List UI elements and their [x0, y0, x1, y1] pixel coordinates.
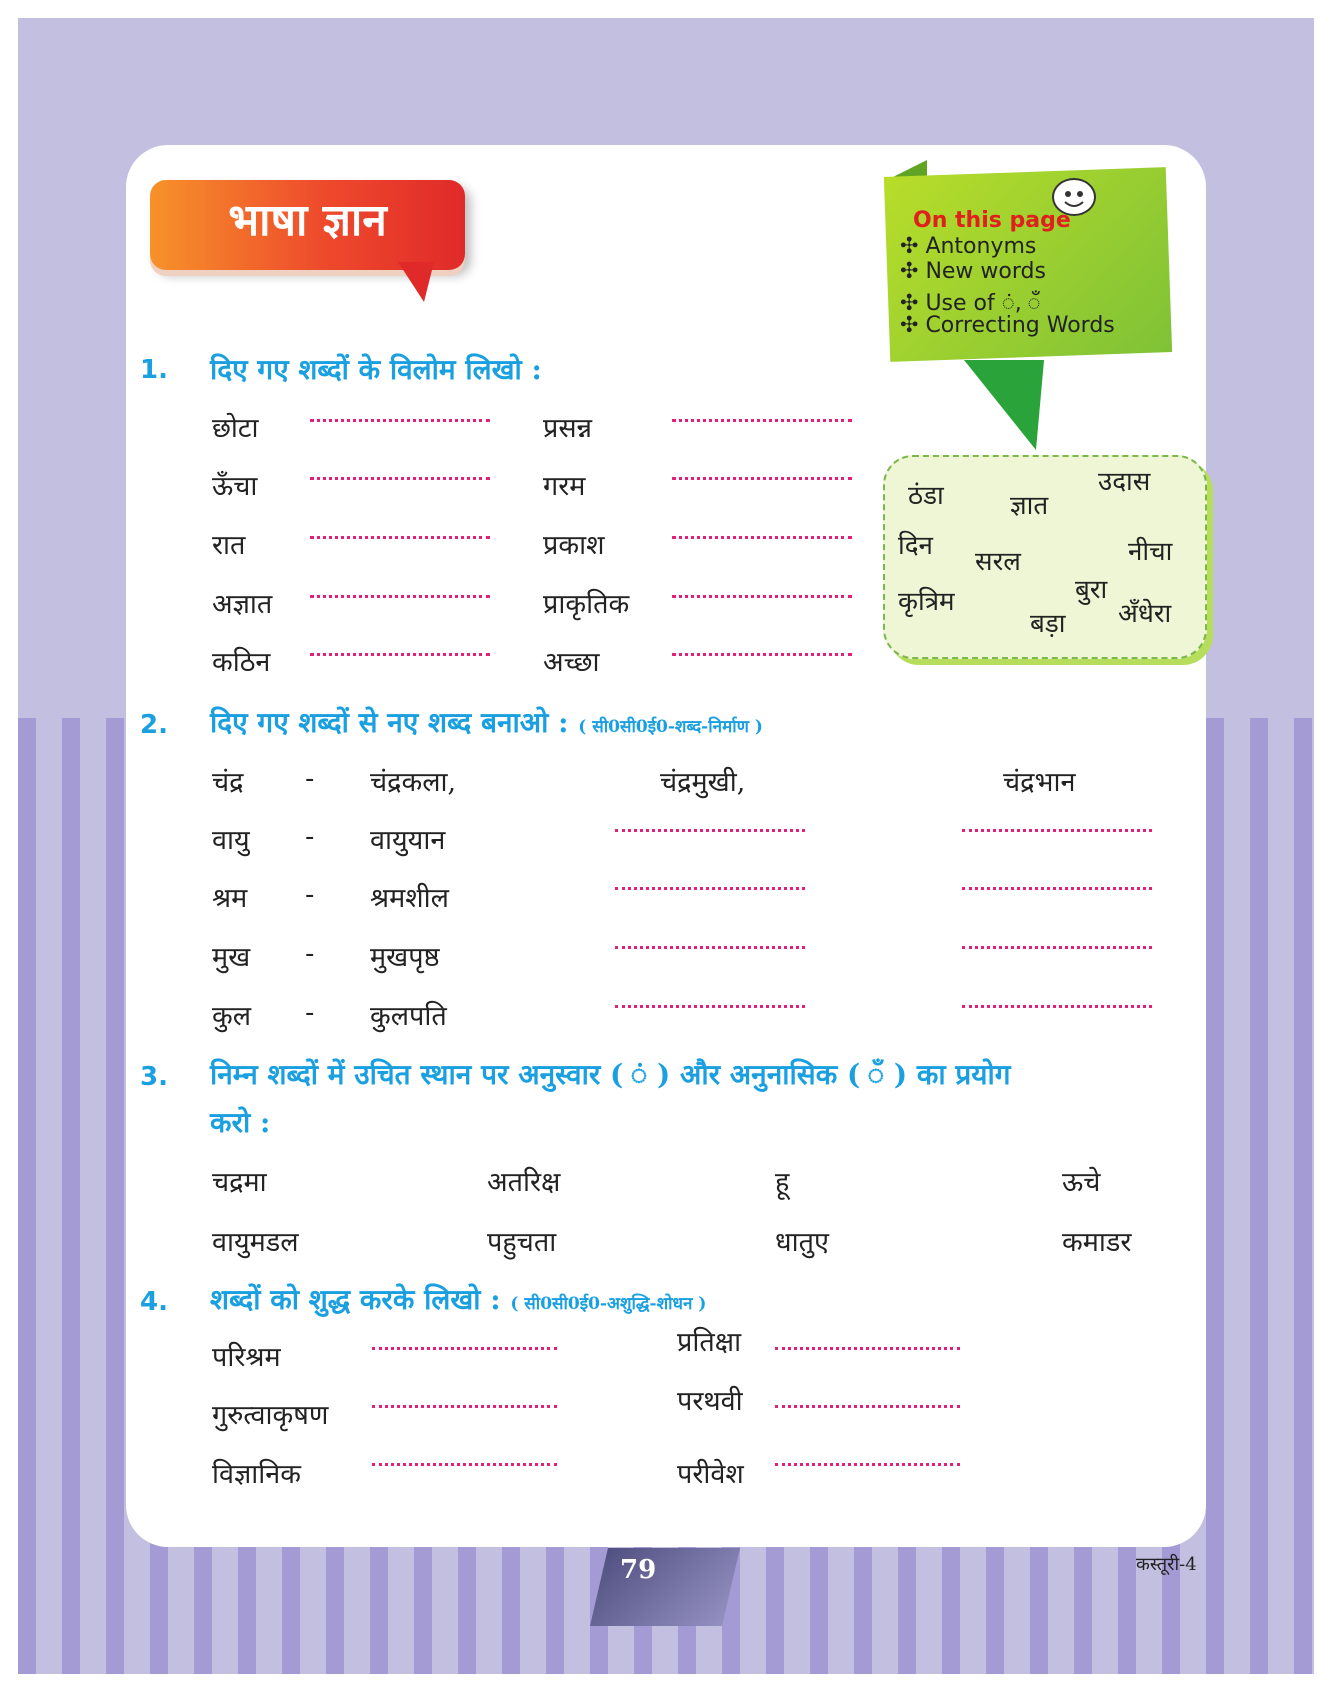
antonym-word: ऊँचा — [212, 471, 258, 502]
incorrect-word: परीवेश — [677, 1459, 744, 1490]
note-item-label: Antonyms — [925, 234, 1037, 259]
dash: - — [305, 998, 315, 1028]
curriculum-note: ( सी0सी0ई0-अशुद्धि-शोधन ) — [510, 1294, 707, 1314]
answer-blank[interactable] — [372, 1344, 557, 1350]
answer-blank[interactable] — [310, 650, 490, 656]
nasal-word: पहुचता — [487, 1227, 557, 1258]
answer-blank[interactable] — [672, 474, 852, 480]
question-text-continued: करो : — [210, 1106, 271, 1139]
answer-blank[interactable] — [372, 1402, 557, 1408]
answer-blank[interactable] — [310, 592, 490, 598]
nasal-word: चद्रमा — [212, 1167, 267, 1198]
question-text: निम्न शब्दों में उचित स्थान पर अनुस्वार ( ं ) और अनुनासिक ( ँ ) का प्रयोग — [210, 1058, 1011, 1091]
note-item: ✣ New words — [900, 259, 1046, 284]
answer-blank[interactable] — [615, 826, 805, 832]
answer-blank[interactable] — [615, 943, 805, 949]
antonym-word: प्राकृतिक — [543, 589, 630, 620]
new-word: श्रमशील — [370, 883, 449, 914]
cloud-word: अँधेरा — [1118, 599, 1172, 629]
page-title: भाषा ज्ञान — [228, 195, 387, 246]
note-item-label: Correcting Words — [925, 313, 1115, 338]
answer-blank[interactable] — [672, 650, 852, 656]
answer-blank[interactable] — [372, 1460, 557, 1466]
cloud-word: ज्ञात — [1010, 491, 1049, 521]
new-word: चंद्रभान — [1003, 767, 1076, 798]
answer-blank[interactable] — [775, 1344, 960, 1350]
note-item-label: New words — [925, 259, 1046, 284]
dash: - — [305, 822, 315, 852]
question-number: 4. — [140, 1287, 168, 1317]
answer-blank[interactable] — [775, 1402, 960, 1408]
answer-blank[interactable] — [775, 1460, 960, 1466]
nasal-word: धातुए — [775, 1227, 829, 1258]
curriculum-note: ( सी0सी0ई0-शब्द-निर्माण ) — [578, 717, 763, 737]
dash: - — [305, 939, 315, 969]
antonym-word: रात — [212, 530, 246, 561]
cloud-word: बुरा — [1075, 575, 1108, 605]
answer-blank[interactable] — [672, 533, 852, 539]
antonym-word: कठिन — [212, 647, 271, 678]
question-text-label: दिए गए शब्दों से नए शब्द बनाओ : — [210, 706, 569, 739]
new-word: चंद्रकला, — [370, 767, 457, 798]
base-word: कुल — [212, 1001, 252, 1032]
incorrect-word: गुरुत्वाकृषण — [212, 1400, 329, 1431]
question-number: 2. — [140, 710, 168, 740]
base-word: वायु — [212, 825, 250, 856]
incorrect-word: परथवी — [677, 1386, 743, 1417]
title-banner-tail — [398, 262, 434, 302]
question-number: 1. — [140, 355, 168, 385]
note-heading: On this page — [913, 208, 1071, 233]
answer-blank[interactable] — [962, 1002, 1152, 1008]
new-word: मुखपृष्ठ — [370, 942, 440, 973]
note-item: ✣ Use of ं, ँ — [900, 291, 1041, 316]
new-word: कुलपति — [370, 1001, 447, 1032]
incorrect-word: विज्ञानिक — [212, 1459, 302, 1490]
cloud-word: उदास — [1098, 467, 1151, 497]
nasal-word: ऊचे — [1062, 1167, 1101, 1198]
cloud-word: ठंडा — [908, 481, 944, 511]
question-number: 3. — [140, 1062, 168, 1092]
antonym-word: अच्छा — [543, 647, 600, 678]
question-text-label: शब्दों को शुद्ध करके लिखो : — [210, 1283, 501, 1316]
answer-blank[interactable] — [310, 474, 490, 480]
page-number: 79 — [620, 1555, 657, 1585]
question-text: दिए गए शब्दों के विलोम लिखो : — [210, 353, 542, 386]
incorrect-word: प्रतिक्षा — [677, 1327, 742, 1358]
nasal-word: हू — [775, 1167, 790, 1198]
answer-blank[interactable] — [672, 592, 852, 598]
cloud-word: बड़ा — [1030, 609, 1066, 639]
answer-blank[interactable] — [310, 533, 490, 539]
answer-blank[interactable] — [615, 884, 805, 890]
antonym-word: छोटा — [212, 413, 259, 444]
antonym-word: गरम — [543, 471, 586, 502]
base-word: मुख — [212, 942, 251, 973]
base-word: चंद्र — [212, 767, 244, 798]
new-word: वायुयान — [370, 825, 446, 856]
incorrect-word: परिश्रम — [212, 1342, 281, 1373]
question-text — [210, 1280, 706, 1318]
antonym-word: अज्ञात — [212, 589, 273, 620]
answer-blank[interactable] — [962, 884, 1152, 890]
new-word: चंद्रमुखी, — [660, 767, 746, 798]
answer-blank[interactable] — [962, 943, 1152, 949]
note-item-label: Use of ं, ँ — [925, 291, 1041, 316]
book-name: कस्तूरी-4 — [1136, 1554, 1197, 1575]
dash: - — [305, 880, 315, 910]
answer-blank[interactable] — [962, 826, 1152, 832]
note-item: ✣ Antonyms — [900, 234, 1037, 259]
nasal-word: अतरिक्ष — [487, 1167, 561, 1198]
answer-blank[interactable] — [672, 416, 852, 422]
cloud-word: सरल — [975, 547, 1021, 577]
answer-blank[interactable] — [310, 416, 490, 422]
cloud-word: कृत्रिम — [898, 587, 955, 617]
antonym-word: प्रसन्न — [543, 413, 593, 444]
question-text — [210, 703, 763, 741]
nasal-word: वायुमडल — [212, 1227, 299, 1258]
note-item: ✣ Correcting Words — [900, 313, 1115, 338]
base-word: श्रम — [212, 883, 248, 914]
page-number-badge — [590, 1548, 740, 1626]
dash: - — [305, 764, 315, 794]
answer-blank[interactable] — [615, 1002, 805, 1008]
cloud-word: दिन — [898, 531, 933, 561]
nasal-word: कमाडर — [1062, 1227, 1132, 1258]
cloud-word: नीचा — [1128, 537, 1173, 567]
antonym-word: प्रकाश — [543, 530, 605, 561]
